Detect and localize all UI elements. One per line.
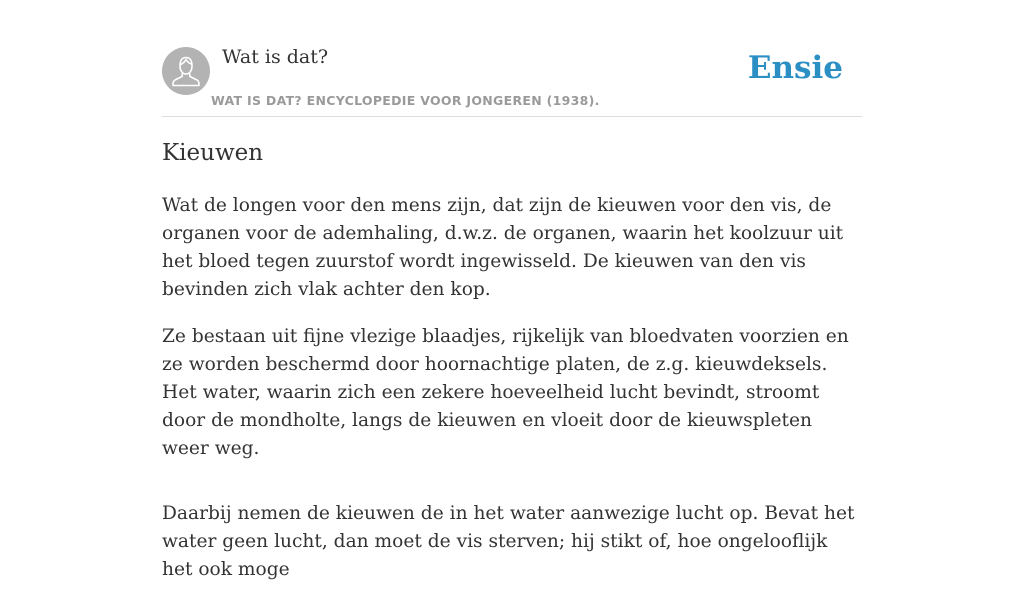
ensie-logo[interactable]: Ensie	[747, 50, 843, 86]
article-body	[162, 192, 862, 603]
article-paragraph: Ze bestaan uit fijne vlezige blaadjes, rijkelijk van bloedvaten voorzien en ze worden beschermd door hoornachtige platen, de z.g. kieuwdeksels. Het water, waarin zich een zekere hoeveelheid lucht bevindt, stroomt door de mondholte, langs de kieuwen en vloeit door de kieuwspleten weer weg.	[162, 326, 849, 459]
source-subtitle: WAT IS DAT? ENCYCLOPEDIE VOOR JONGEREN (1938).	[211, 93, 600, 108]
avatar[interactable]	[162, 47, 210, 95]
source-header	[162, 0, 862, 117]
article-paragraph: Daarbij nemen de kieuwen de in het water aanwezige lucht op. Bevat het water geen lucht, dan moet de vis sterven; hij stikt of, hoe ongelooflijk het ook moge	[162, 503, 855, 580]
user-icon	[162, 47, 210, 95]
source-title[interactable]: Wat is dat?	[222, 46, 329, 68]
article-paragraph: Wat de longen voor den mens zijn, dat zijn de kieuwen voor den vis, de organen voor de ademhaling, d.w.z. de organen, waarin het koolzuur uit het bloed tegen zuurstof wordt ingewisseld. De kieuwen van den vis bevinden zich vlak achter den kop.	[162, 195, 844, 300]
article-title: Kieuwen	[162, 140, 264, 166]
